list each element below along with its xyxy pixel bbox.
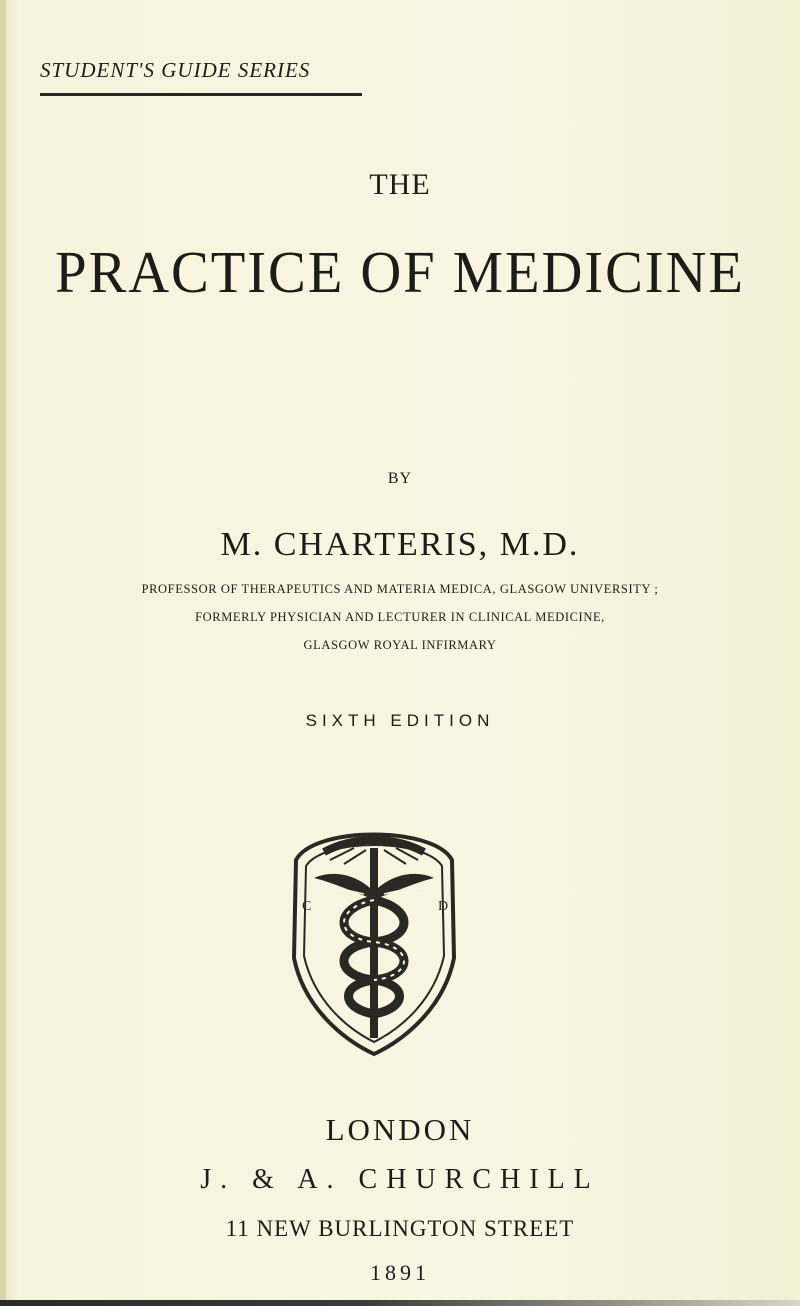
author-credential-2: FORMERLY PHYSICIAN AND LECTURER IN CLINICAL MEDICINE, [195,610,605,624]
svg-text:C: C [302,899,312,914]
page-bottom-shadow [0,1300,800,1306]
series-underline [40,93,362,96]
book-title: PRACTICE OF MEDICINE [55,239,745,305]
imprint-city: LONDON [325,1112,475,1147]
series-title: STUDENT'S GUIDE SERIES [40,58,311,82]
caduceus-shield-icon [284,808,464,1060]
author-credential-3: GLASGOW ROYAL INFIRMARY [303,638,497,652]
author-name: M. CHARTERIS, M.D. [220,526,580,563]
svg-text:D: D [438,899,449,914]
author-credential-1: PROFESSOR OF THERAPEUTICS AND MATERIA MEDICA, GLASGOW UNIVERSITY ; [141,582,659,596]
title-prefix: THE [369,168,431,201]
by-line: BY [387,470,413,487]
imprint-year: 1891 [370,1260,430,1285]
imprint-address: 11 NEW BURLINGTON STREET [225,1216,575,1241]
edition-label: SIXTH EDITION [305,711,495,730]
imprint-publisher: J. & A. CHURCHILL [200,1164,600,1195]
